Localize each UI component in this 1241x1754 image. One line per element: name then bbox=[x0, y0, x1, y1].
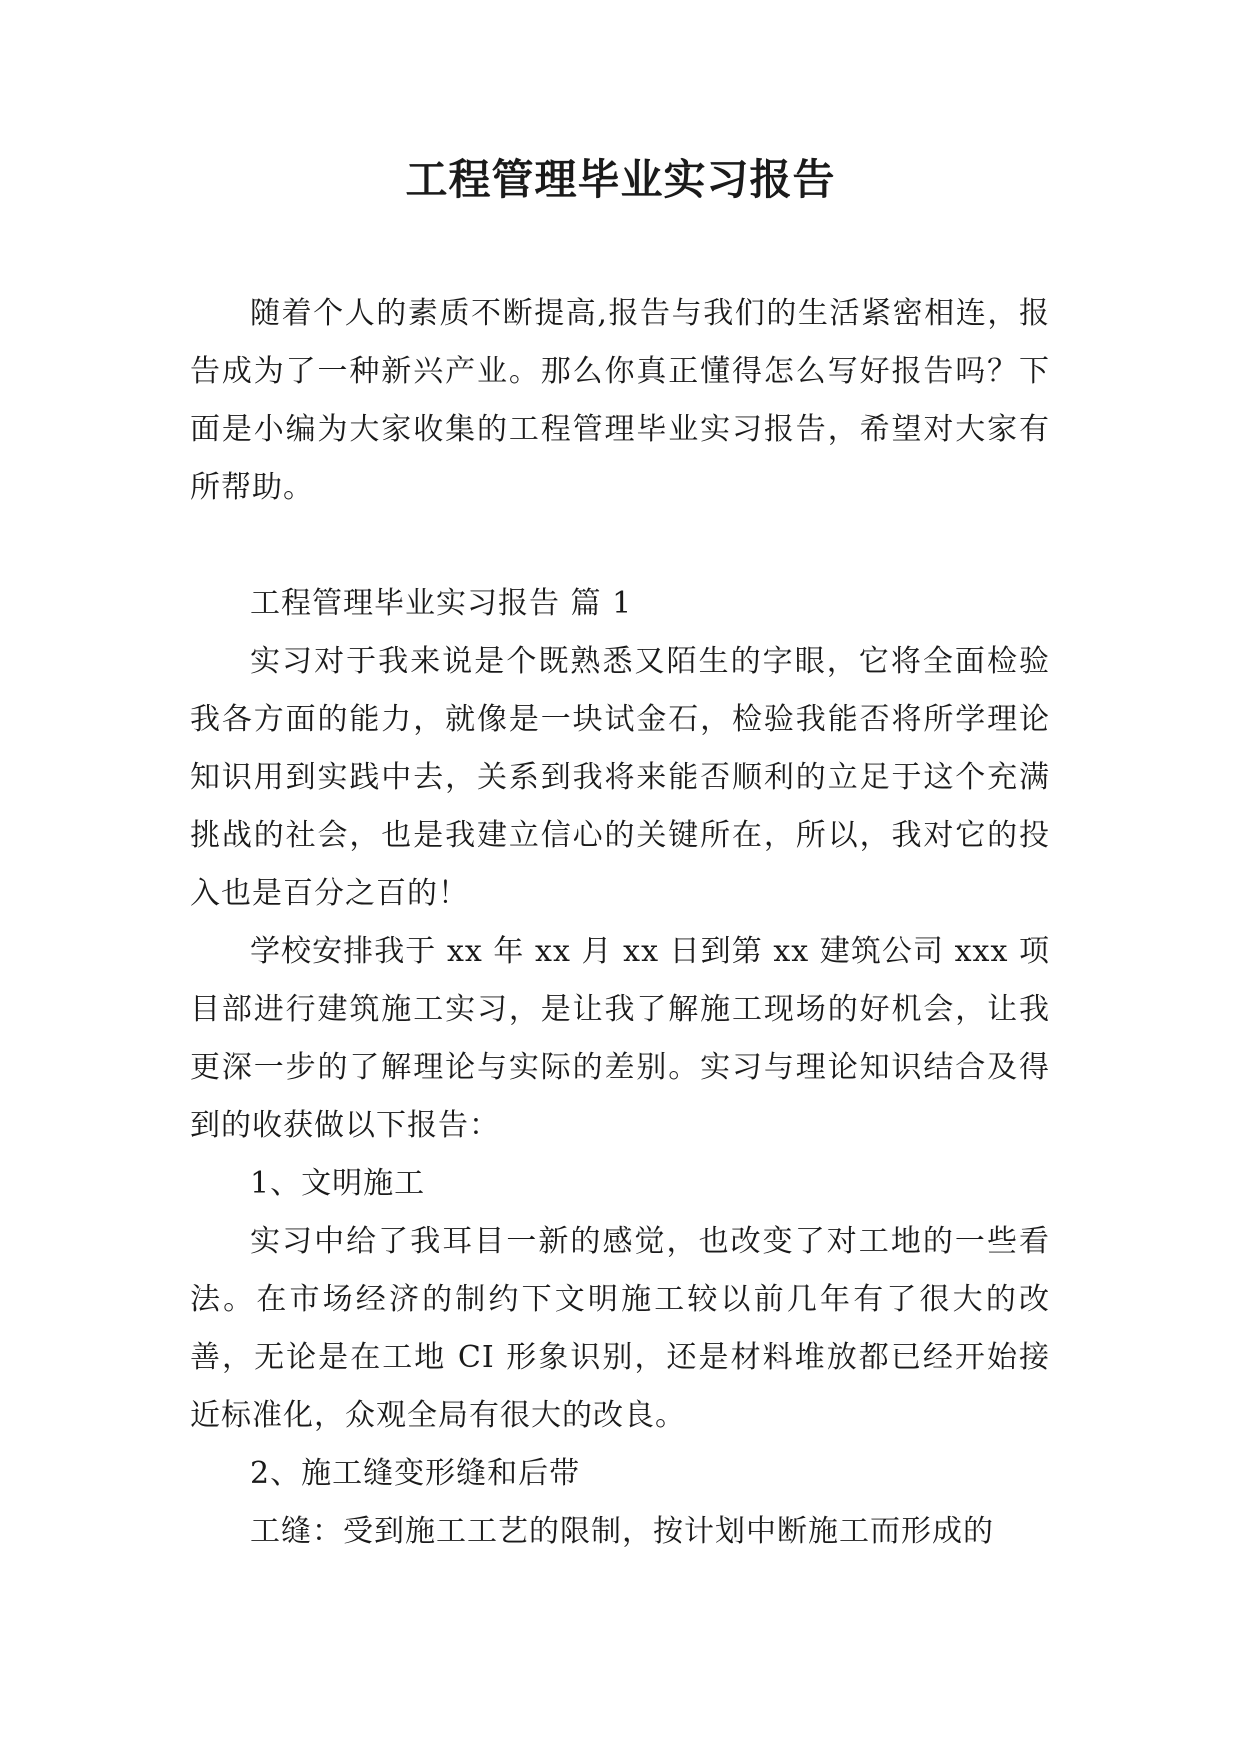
body-paragraph-2: 学校安排我于 xx 年 xx 月 xx 日到第 xx 建筑公司 xxx 项目部进行建筑施工实习，是让我了解施工现场的好机会，让我更深一步的了解理论与实际的差别。实习与理论知识结合及得到的收获做以下报告： bbox=[190, 934, 1050, 1143]
body-paragraph-4: 工缝：受到施工工艺的限制，按计划中断施工而形成的 bbox=[250, 1514, 994, 1549]
section-heading: 工程管理毕业实习报告 篇 1 bbox=[250, 586, 633, 621]
document-title: 工程管理毕业实习报告 bbox=[405, 155, 836, 204]
intro-paragraph: 随着个人的素质不断提高,报告与我们的生活紧密相连，报告成为了一种新兴产业。那么你真正懂得怎么写好报告吗？下面是小编为大家收集的工程管理毕业实习报告，希望对大家有所帮助。 bbox=[190, 296, 1050, 505]
subheading-1: 1、文明施工 bbox=[250, 1166, 426, 1201]
body-paragraph-3: 实习中给了我耳目一新的感觉，也改变了对工地的一些看法。在市场经济的制约下文明施工较以前几年有了很大的改善，无论是在工地 CI 形象识别，还是材料堆放都已经开始接近标准化，众观全局有很大的改良。 bbox=[190, 1224, 1050, 1433]
body-paragraph-1: 实习对于我来说是个既熟悉又陌生的字眼，它将全面检验我各方面的能力，就像是一块试金石，检验我能否将所学理论知识用到实践中去，关系到我将来能否顺利的立足于这个充满挑战的社会，也是我建立信心的关键所在，所以，我对它的投入也是百分之百的！ bbox=[190, 644, 1050, 911]
document-body bbox=[190, 285, 1050, 1561]
subheading-2: 2、施工缝变形缝和后带 bbox=[250, 1456, 581, 1491]
spacer bbox=[190, 517, 1050, 575]
